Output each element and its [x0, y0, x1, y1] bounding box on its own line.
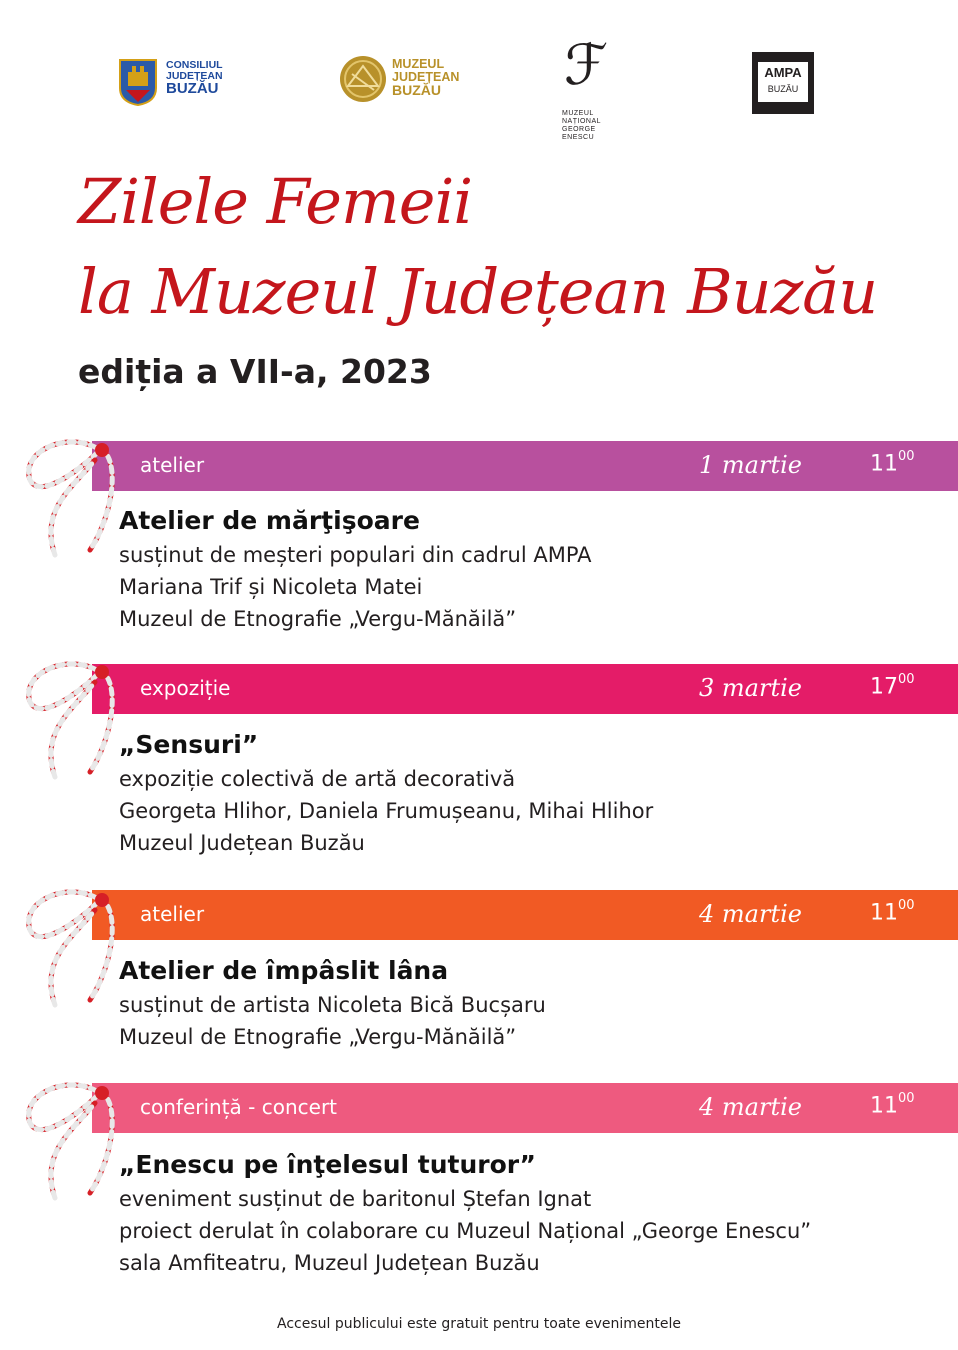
event-line: Mariana Trif și Nicoleta Matei: [119, 575, 423, 599]
event-time: $11^{00}$: [870, 898, 915, 926]
ampa-logo: [752, 52, 814, 114]
footer-note: Accesul publicului este gratuit pentru toate evenimentele: [277, 1316, 681, 1332]
enescu-monogram-icon: ℱ: [564, 33, 609, 98]
event-title: Atelier de împâslit lâna: [119, 956, 449, 985]
enescu-line3: GEORGE: [562, 126, 596, 133]
cj-line1: CONSILIUL: [166, 59, 223, 71]
event-category: conferință - concert: [140, 1095, 338, 1119]
event-line: expoziție colectivă de artă decorativă: [119, 767, 516, 791]
event-line: Muzeul de Etnografie „Vergu-Mănăilă”: [119, 1025, 517, 1049]
martisor-bow-icon: [10, 1073, 120, 1208]
event-line: eveniment susținut de baritonul Ștefan Ignat: [119, 1187, 592, 1211]
event-3: [119, 956, 546, 1053]
coat-of-arms-icon: [118, 58, 158, 106]
event-band-1: [92, 441, 958, 491]
event-line: susținut de meșteri populari din cadrul AMPA: [119, 543, 592, 567]
martisor-bow-icon: [10, 652, 120, 787]
ampa-line1: AMPA: [764, 65, 802, 80]
event-title: Atelier de mărţişoare: [119, 506, 420, 535]
mj-line3: BUZĂU: [392, 82, 441, 98]
event-time: $11^{00}$: [870, 449, 915, 477]
event-band-4: [92, 1083, 958, 1133]
martisor-bow-icon: [10, 880, 120, 1015]
event-date: 4 martie: [699, 1093, 802, 1121]
edition-subtitle: ediția a VII-a, 2023: [78, 352, 432, 391]
event-category: atelier: [140, 902, 205, 926]
muzeul-judetean-logo: [338, 54, 468, 108]
event-date: 4 martie: [699, 900, 802, 928]
partner-logos: [0, 33, 958, 150]
event-date: 1 martie: [699, 451, 802, 479]
event-title: „Sensuri”: [119, 730, 259, 759]
page-title-line1: Zilele Femeii: [78, 165, 473, 238]
event-time: $17^{00}$: [870, 672, 915, 700]
event-line: Muzeul de Etnografie „Vergu-Mănăilă”: [119, 607, 517, 631]
enescu-line1: MUZEUL: [562, 110, 594, 117]
event-line: proiect derulat în colaborare cu Muzeul Național „George Enescu”: [119, 1219, 812, 1243]
mj-line1: MUZEUL: [392, 57, 445, 71]
gold-medallion-icon: [338, 54, 388, 104]
event-line: susținut de artista Nicoleta Bică Bucșaru: [119, 993, 546, 1017]
event-band-3: [92, 890, 958, 940]
event-time: $11^{00}$: [870, 1091, 915, 1119]
event-band-2: [92, 664, 958, 714]
mj-line2: JUDEȚEAN: [392, 69, 460, 84]
cj-line3: BUZĂU: [166, 80, 219, 97]
page-title-line2: la Muzeul Județean Buzău: [78, 255, 878, 328]
event-title: „Enescu pe înţelesul tuturor”: [119, 1150, 536, 1179]
event-4: [119, 1150, 811, 1279]
event-line: Muzeul Județean Buzău: [119, 831, 365, 855]
muzeul-enescu-logo: [560, 33, 620, 144]
event-date: 3 martie: [699, 674, 802, 702]
ampa-line2: BUZĂU: [767, 84, 799, 94]
event-category: atelier: [140, 453, 205, 477]
event-category: expoziție: [140, 676, 231, 700]
consiliul-judetean-logo: [118, 58, 238, 108]
enescu-line2: NAȚIONAL: [562, 118, 602, 125]
event-line: Georgeta Hlihor, Daniela Frumușeanu, Mihai Hlihor: [119, 799, 654, 823]
event-1: [119, 506, 592, 635]
enescu-line4: ENESCU: [562, 134, 595, 141]
event-line: sala Amfiteatru, Muzeul Județean Buzău: [119, 1251, 540, 1275]
event-2: [119, 730, 653, 859]
martisor-bow-icon: [10, 430, 120, 565]
cj-line2: JUDEȚEAN: [166, 69, 223, 82]
